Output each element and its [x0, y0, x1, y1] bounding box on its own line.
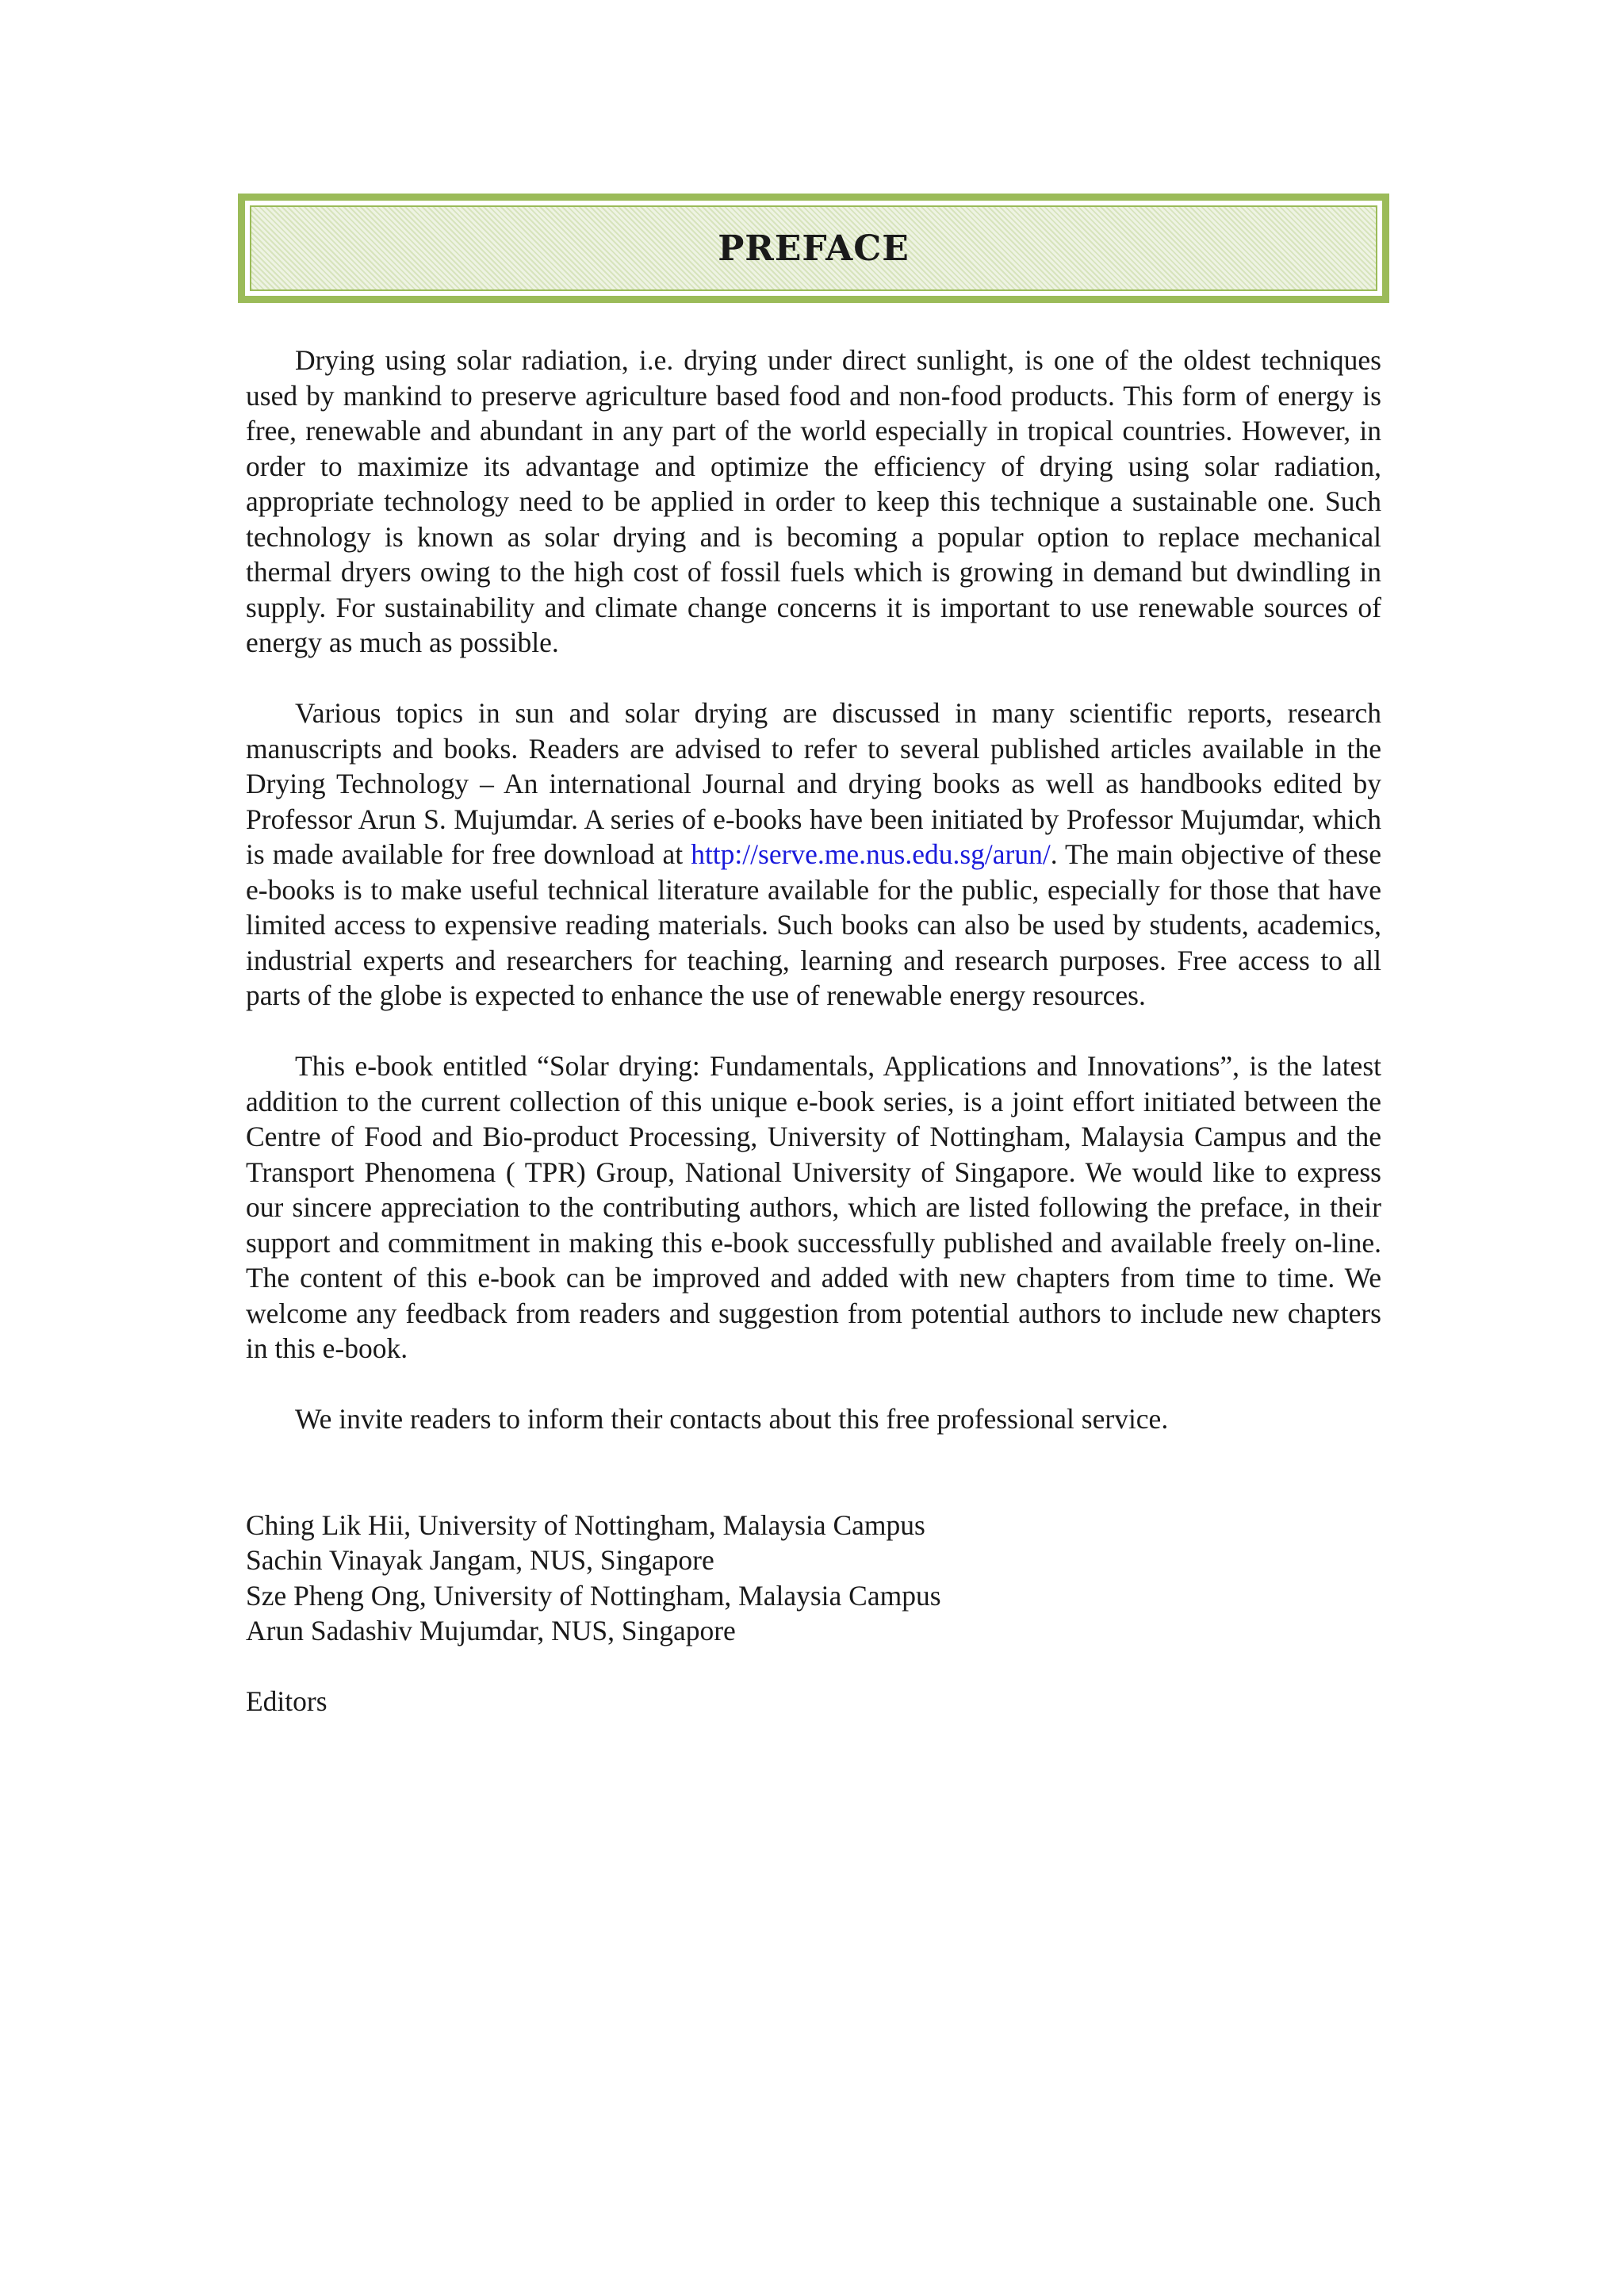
- paragraph-2-text-start: Various topics in sun and solar drying are discussed in many scientific reports, research manuscripts and books. Readers are advised to refer to several published articles available in the Drying Technology – An international Journal and drying books as well as handbooks edited by Professor Arun S. Mujumdar. A series of e-books have been initiated by Professor Mujumdar, which is made available for free download at: [246, 697, 1381, 870]
- page-title: PREFACE: [718, 228, 910, 269]
- preface-body: [246, 343, 1381, 1719]
- paragraph-3: This e-book entitled “Solar drying: Fundamentals, Applications and Innovations”, is the latest addition to the current collection of this unique e-book series, is a joint effort initiated between the Centre of Food and Bio-product Processing, University of Nottingham, Malaysia Campus and the Transport Phenomena ( TPR) Group, National University of Singapore. We would like to express our sincere appreciation to the contributing authors, which are listed following the preface, in their support and commitment in making this e-book successfully published and available freely on-line. The content of this e-book can be improved and added with new chapters from time to time. We welcome any feedback from readers and suggestion from potential authors to include new chapters in this e-book.: [246, 1050, 1381, 1364]
- paragraph-2: [246, 696, 1381, 1014]
- title-banner: [250, 205, 1377, 291]
- editor-item: Ching Lik Hii, University of Nottingham, Malaysia Campus: [246, 1508, 925, 1541]
- paragraph-2-text-end: . The main objective of these e-books is to make useful technical literature available for the public, especially for those that have limited access to expensive reading materials. Such books can also be used by students, academics, industrial experts and researchers for teaching, learning and research purposes. Free access to all parts of the globe is expected to enhance the use of renewable energy resources.: [246, 838, 1381, 1011]
- editor-item: Arun Sadashiv Mujumdar, NUS, Singapore: [246, 1615, 736, 1646]
- paragraph-4: We invite readers to inform their contacts about this free professional service.: [295, 1403, 1169, 1435]
- title-box: [238, 194, 1389, 303]
- editors-list: [246, 1508, 1381, 1719]
- download-link[interactable]: http://serve.me.nus.edu.sg/arun/: [691, 838, 1051, 870]
- editor-item: Sachin Vinayak Jangam, NUS, Singapore: [246, 1544, 714, 1576]
- editor-item: Sze Pheng Ong, University of Nottingham, Malaysia Campus: [246, 1579, 941, 1612]
- paragraph-1: Drying using solar radiation, i.e. drying under direct sunlight, is one of the oldest techniques used by mankind to preserve agriculture based food and non-food products. This form of energy is free, renewable and abundant in any part of the world especially in tropical countries. However, in order to maximize its advantage and optimize the efficiency of drying using solar radiation, appropriate technology need to be applied in order to keep this technique a sustainable one. Such technology is known as solar drying and is becoming a popular option to replace mechanical thermal dryers owing to the high cost of fossil fuels which is growing in demand but dwindling in supply. For sustainability and climate change concerns it is important to use renewable sources of energy as much as possible.: [246, 344, 1381, 658]
- editors-label: Editors: [246, 1685, 327, 1717]
